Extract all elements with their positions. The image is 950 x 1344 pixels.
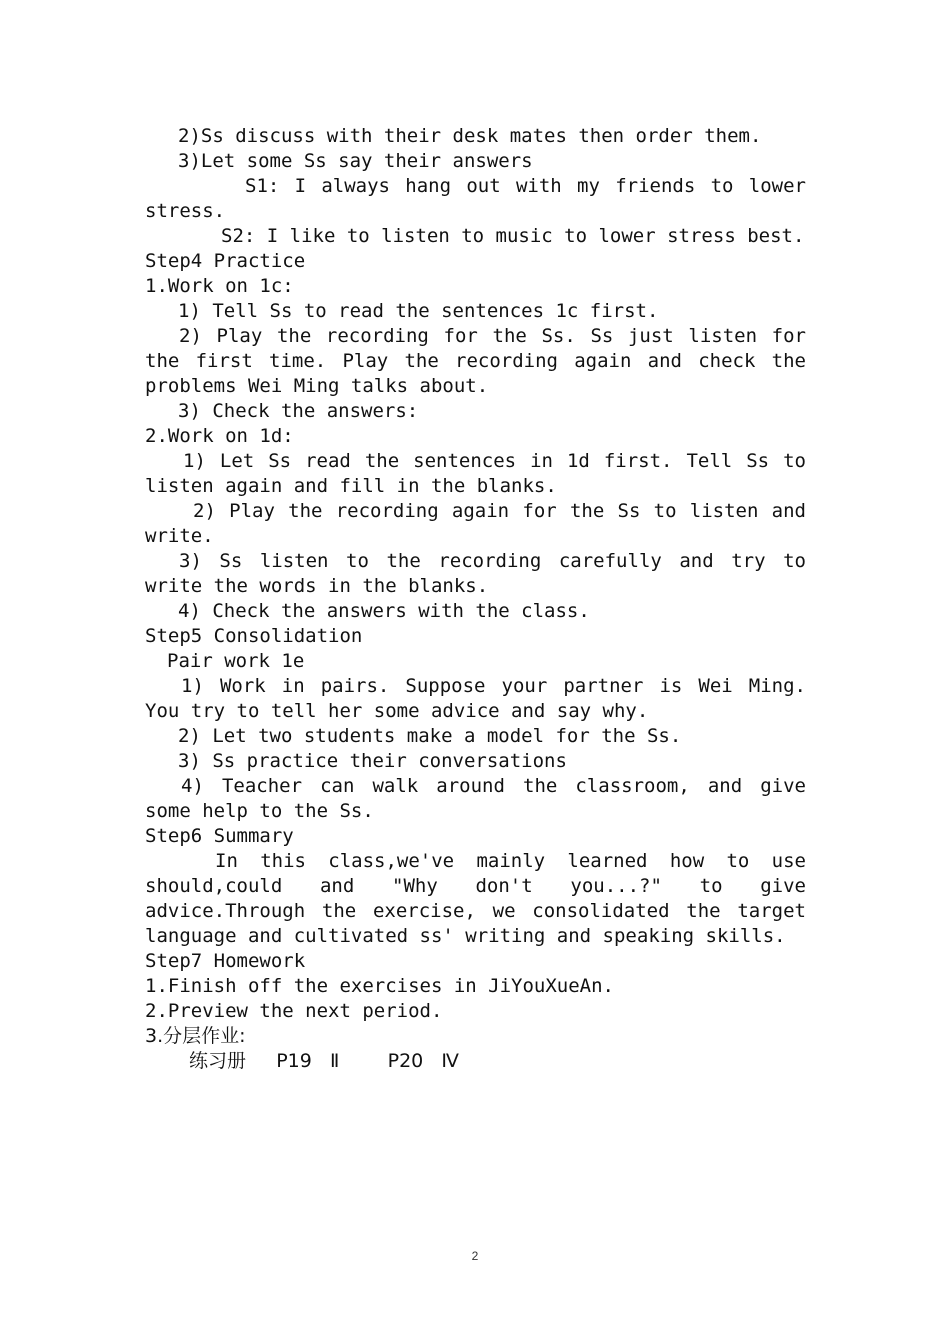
text-line: 1.Finish off the exercises in JiYouXueAn. — [145, 975, 614, 997]
text-line: 3) Ss practice their conversations — [178, 750, 567, 772]
text-paragraph: In this class,we've mainly learned how to use should,could and "Why don't you...?" to give advice.Through the exercise, we consolidated the target language and cultivated ss' writing and speaking skills. — [145, 850, 806, 947]
subsection-heading: 2.Work on 1d: — [145, 425, 294, 447]
text-line: 1) Tell Ss to read the sentences 1c first. — [178, 300, 659, 322]
text-paragraph: 3) Ss listen to the recording carefully and try to write the words in the blanks. — [145, 550, 806, 597]
section-heading: Step4 Practice — [145, 250, 306, 272]
section-heading: Step7 Homework — [145, 950, 306, 972]
document-body — [145, 124, 806, 1074]
page-number: 2 — [471, 1249, 479, 1263]
text-paragraph: 2) Play the recording for the Ss. Ss just listen for the first time. Play the recording again and check the problems Wei Ming talks about. — [145, 325, 806, 397]
text-line: 2.Preview the next period. — [145, 1000, 443, 1022]
text-line: 练习册 P19 Ⅱ P20 Ⅳ — [189, 1050, 459, 1072]
text-line: 4) Check the answers with the class. — [178, 600, 590, 622]
text-paragraph: 1) Let Ss read the sentences in 1d first. Tell Ss to listen again and fill in the blanks. — [145, 450, 806, 497]
subsection-heading: 1.Work on 1c: — [145, 275, 294, 297]
text-paragraph: 2) Play the recording again for the Ss to listen and write. — [145, 500, 806, 547]
text-line: S2: I like to listen to music to lower stress best. — [221, 225, 805, 247]
text-line: 3.分层作业: — [145, 1025, 246, 1047]
text-paragraph: S1: I always hang out with my friends to lower stress. — [145, 175, 806, 222]
text-line: 3) Check the answers: — [178, 400, 419, 422]
text-paragraph: 1) Work in pairs. Suppose your partner is Wei Ming. You try to tell her some advice and say why. — [145, 675, 806, 722]
section-heading: Step5 Consolidation — [145, 625, 363, 647]
section-heading: Step6 Summary — [145, 825, 294, 847]
text-line: 3)Let some Ss say their answers — [178, 150, 533, 172]
text-paragraph: 4) Teacher can walk around the classroom, and give some help to the Ss. — [145, 775, 806, 822]
text-line: 2) Let two students make a model for the Ss. — [178, 725, 682, 747]
text-line: 2)Ss discuss with their desk mates then order them. — [178, 125, 762, 147]
text-line: Pair work 1e — [167, 650, 305, 672]
